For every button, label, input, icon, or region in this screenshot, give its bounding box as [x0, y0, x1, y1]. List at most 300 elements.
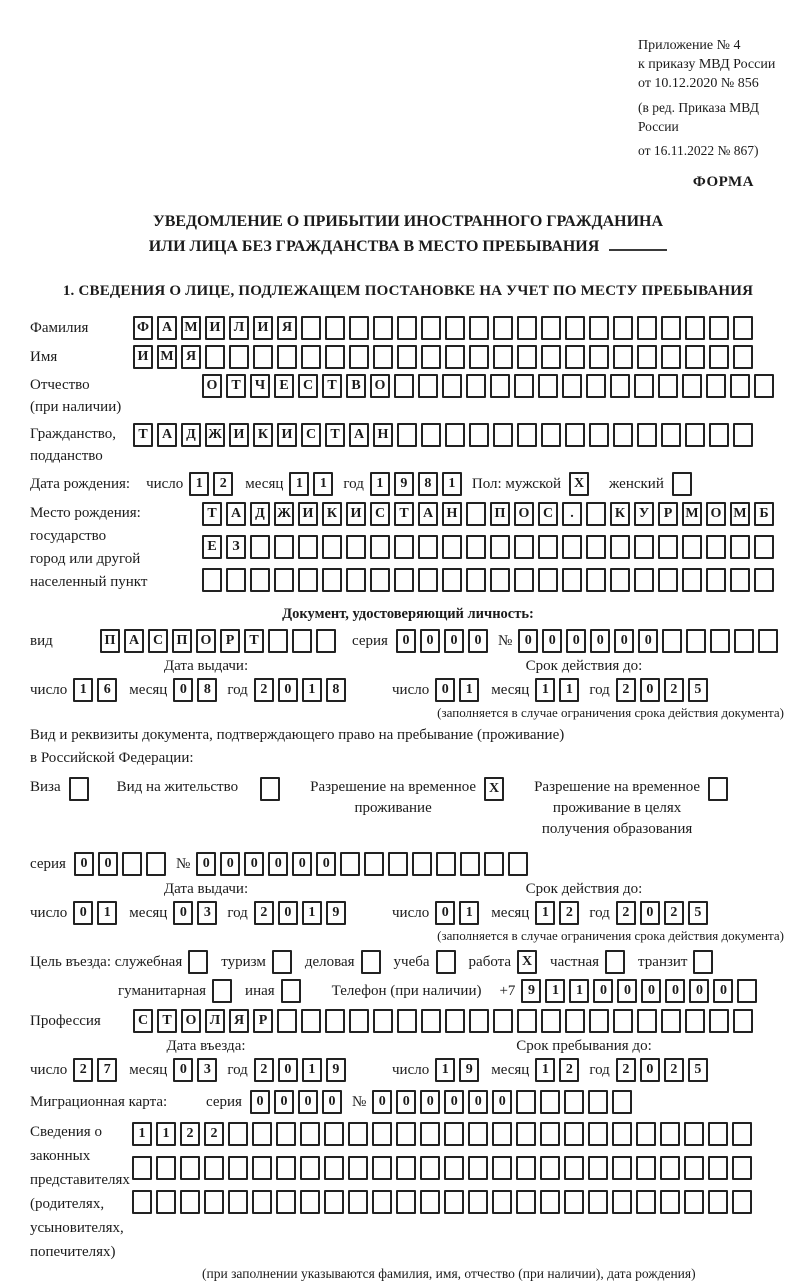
char-cell[interactable] [412, 852, 432, 876]
char-cell[interactable]: 1 [559, 678, 579, 702]
char-cell[interactable] [274, 535, 294, 559]
char-cell[interactable] [260, 777, 280, 801]
char-cell[interactable] [637, 316, 657, 340]
char-cell[interactable] [324, 1156, 344, 1180]
char-cell[interactable] [466, 568, 486, 592]
char-cell[interactable]: Ч [250, 374, 270, 398]
char-cell[interactable] [514, 535, 534, 559]
char-cell[interactable]: 2 [254, 678, 274, 702]
char-cell[interactable] [394, 568, 414, 592]
char-cell[interactable]: 0 [444, 629, 464, 653]
char-cell[interactable] [394, 535, 414, 559]
char-cell[interactable] [708, 1122, 728, 1146]
char-cell[interactable] [709, 1009, 729, 1033]
char-cell[interactable] [613, 423, 633, 447]
char-cell[interactable]: И [253, 316, 273, 340]
char-cell[interactable] [562, 535, 582, 559]
char-cell[interactable] [340, 852, 360, 876]
char-cell[interactable] [733, 345, 753, 369]
char-cell[interactable] [466, 535, 486, 559]
char-cell[interactable]: М [682, 502, 702, 526]
char-cell[interactable] [612, 1156, 632, 1180]
char-cell[interactable]: К [610, 502, 630, 526]
char-cell[interactable] [180, 1156, 200, 1180]
char-cell[interactable]: 0 [220, 852, 240, 876]
char-cell[interactable] [516, 1122, 536, 1146]
char-cell[interactable] [706, 374, 726, 398]
char-cell[interactable] [586, 502, 606, 526]
char-cell[interactable]: Р [253, 1009, 273, 1033]
char-cell[interactable] [490, 568, 510, 592]
char-cell[interactable] [325, 345, 345, 369]
char-cell[interactable] [444, 1190, 464, 1214]
char-cell[interactable]: 0 [665, 979, 685, 1003]
char-cell[interactable] [636, 1190, 656, 1214]
char-cell[interactable]: А [124, 629, 144, 653]
char-cell[interactable] [388, 852, 408, 876]
char-cell[interactable]: 5 [688, 901, 708, 925]
char-cell[interactable]: А [349, 423, 369, 447]
char-cell[interactable] [442, 535, 462, 559]
char-cell[interactable]: Я [229, 1009, 249, 1033]
char-cell[interactable]: А [157, 423, 177, 447]
char-cell[interactable] [540, 1090, 560, 1114]
char-cell[interactable] [541, 316, 561, 340]
char-cell[interactable]: 0 [617, 979, 637, 1003]
char-cell[interactable] [589, 316, 609, 340]
char-cell[interactable] [610, 535, 630, 559]
char-cell[interactable] [277, 345, 297, 369]
char-cell[interactable] [565, 1009, 585, 1033]
char-cell[interactable] [444, 1156, 464, 1180]
char-cell[interactable] [469, 423, 489, 447]
char-cell[interactable] [612, 1090, 632, 1114]
char-cell[interactable]: 1 [535, 1058, 555, 1082]
char-cell[interactable]: И [205, 316, 225, 340]
char-cell[interactable]: 0 [518, 629, 538, 653]
char-cell[interactable]: 0 [468, 1090, 488, 1114]
char-cell[interactable]: Н [442, 502, 462, 526]
char-cell[interactable]: 3 [197, 1058, 217, 1082]
char-cell[interactable] [277, 1009, 297, 1033]
char-cell[interactable] [466, 502, 486, 526]
char-cell[interactable] [274, 568, 294, 592]
char-cell[interactable]: Т [325, 423, 345, 447]
char-cell[interactable] [733, 423, 753, 447]
char-cell[interactable] [469, 345, 489, 369]
char-cell[interactable] [492, 1156, 512, 1180]
char-cell[interactable] [205, 345, 225, 369]
char-cell[interactable] [364, 852, 384, 876]
char-cell[interactable] [442, 568, 462, 592]
char-cell[interactable] [493, 345, 513, 369]
char-cell[interactable]: 6 [97, 678, 117, 702]
char-cell[interactable] [372, 1156, 392, 1180]
char-cell[interactable]: 0 [566, 629, 586, 653]
char-cell[interactable]: 0 [640, 678, 660, 702]
char-cell[interactable] [69, 777, 89, 801]
char-cell[interactable] [684, 1122, 704, 1146]
char-cell[interactable] [397, 316, 417, 340]
char-cell[interactable] [394, 374, 414, 398]
char-cell[interactable] [228, 1122, 248, 1146]
char-cell[interactable] [564, 1156, 584, 1180]
char-cell[interactable] [610, 568, 630, 592]
char-cell[interactable] [349, 1009, 369, 1033]
char-cell[interactable] [492, 1190, 512, 1214]
char-cell[interactable]: М [157, 345, 177, 369]
char-cell[interactable] [730, 535, 750, 559]
char-cell[interactable] [589, 345, 609, 369]
char-cell[interactable] [468, 1122, 488, 1146]
char-cell[interactable]: 1 [435, 1058, 455, 1082]
char-cell[interactable] [684, 1156, 704, 1180]
char-cell[interactable]: Т [226, 374, 246, 398]
char-cell[interactable] [421, 1009, 441, 1033]
char-cell[interactable] [586, 535, 606, 559]
char-cell[interactable] [514, 374, 534, 398]
char-cell[interactable]: С [133, 1009, 153, 1033]
char-cell[interactable] [564, 1122, 584, 1146]
char-cell[interactable] [493, 423, 513, 447]
char-cell[interactable]: 1 [370, 472, 390, 496]
char-cell[interactable]: 2 [204, 1122, 224, 1146]
char-cell[interactable]: 9 [394, 472, 414, 496]
char-cell[interactable] [514, 568, 534, 592]
char-cell[interactable] [397, 423, 417, 447]
char-cell[interactable]: 0 [689, 979, 709, 1003]
char-cell[interactable] [420, 1190, 440, 1214]
char-cell[interactable] [634, 374, 654, 398]
char-cell[interactable] [588, 1090, 608, 1114]
char-cell[interactable]: И [229, 423, 249, 447]
char-cell[interactable] [444, 1122, 464, 1146]
char-cell[interactable] [301, 345, 321, 369]
char-cell[interactable] [613, 1009, 633, 1033]
char-cell[interactable] [734, 629, 754, 653]
char-cell[interactable]: 9 [459, 1058, 479, 1082]
char-cell[interactable]: 0 [196, 852, 216, 876]
char-cell[interactable] [445, 345, 465, 369]
char-cell[interactable]: 0 [614, 629, 634, 653]
char-cell[interactable] [420, 1122, 440, 1146]
char-cell[interactable] [204, 1190, 224, 1214]
char-cell[interactable] [517, 316, 537, 340]
char-cell[interactable]: З [226, 535, 246, 559]
char-cell[interactable]: 1 [302, 678, 322, 702]
char-cell[interactable] [492, 1122, 512, 1146]
char-cell[interactable] [516, 1156, 536, 1180]
char-cell[interactable]: Р [220, 629, 240, 653]
char-cell[interactable] [445, 1009, 465, 1033]
char-cell[interactable] [300, 1156, 320, 1180]
char-cell[interactable] [732, 1190, 752, 1214]
char-cell[interactable] [324, 1190, 344, 1214]
char-cell[interactable]: 0 [435, 901, 455, 925]
char-cell[interactable] [460, 852, 480, 876]
char-cell[interactable] [421, 423, 441, 447]
char-cell[interactable] [612, 1122, 632, 1146]
char-cell[interactable]: Б [754, 502, 774, 526]
char-cell[interactable] [634, 535, 654, 559]
char-cell[interactable]: 1 [459, 901, 479, 925]
char-cell[interactable] [586, 374, 606, 398]
char-cell[interactable] [613, 316, 633, 340]
char-cell[interactable] [325, 316, 345, 340]
char-cell[interactable] [493, 1009, 513, 1033]
char-cell[interactable] [226, 568, 246, 592]
char-cell[interactable] [660, 1190, 680, 1214]
char-cell[interactable] [709, 423, 729, 447]
char-cell[interactable] [540, 1122, 560, 1146]
char-cell[interactable]: 0 [298, 1090, 318, 1114]
char-cell[interactable] [541, 345, 561, 369]
char-cell[interactable]: М [730, 502, 750, 526]
char-cell[interactable] [370, 535, 390, 559]
char-cell[interactable] [156, 1156, 176, 1180]
char-cell[interactable] [373, 316, 393, 340]
char-cell[interactable] [661, 345, 681, 369]
char-cell[interactable] [562, 374, 582, 398]
char-cell[interactable]: 0 [98, 852, 118, 876]
char-cell[interactable] [122, 852, 142, 876]
char-cell[interactable] [682, 535, 702, 559]
char-cell[interactable]: 1 [545, 979, 565, 1003]
char-cell[interactable]: 1 [569, 979, 589, 1003]
char-cell[interactable] [564, 1190, 584, 1214]
char-cell[interactable] [372, 1122, 392, 1146]
char-cell[interactable] [589, 1009, 609, 1033]
char-cell[interactable]: Е [274, 374, 294, 398]
char-cell[interactable]: Л [205, 1009, 225, 1033]
char-cell[interactable] [396, 1156, 416, 1180]
char-cell[interactable] [637, 345, 657, 369]
char-cell[interactable] [146, 852, 166, 876]
char-cell[interactable] [565, 316, 585, 340]
char-cell[interactable] [708, 1156, 728, 1180]
char-cell[interactable] [397, 1009, 417, 1033]
char-cell[interactable] [732, 1122, 752, 1146]
char-cell[interactable] [562, 568, 582, 592]
char-cell[interactable] [754, 535, 774, 559]
char-cell[interactable] [517, 1009, 537, 1033]
char-cell[interactable]: 1 [289, 472, 309, 496]
char-cell[interactable]: 5 [688, 1058, 708, 1082]
char-cell[interactable] [661, 423, 681, 447]
char-cell[interactable]: 2 [180, 1122, 200, 1146]
char-cell[interactable]: К [253, 423, 273, 447]
char-cell[interactable] [372, 1190, 392, 1214]
char-cell[interactable]: 0 [173, 678, 193, 702]
char-cell[interactable] [538, 568, 558, 592]
char-cell[interactable] [420, 1156, 440, 1180]
char-cell[interactable] [325, 1009, 345, 1033]
char-cell[interactable]: 2 [664, 678, 684, 702]
char-cell[interactable] [686, 629, 706, 653]
char-cell[interactable] [298, 535, 318, 559]
char-cell[interactable]: С [538, 502, 558, 526]
char-cell[interactable]: 3 [197, 901, 217, 925]
char-cell[interactable]: 0 [278, 1058, 298, 1082]
char-cell[interactable] [588, 1156, 608, 1180]
char-cell[interactable]: 0 [435, 678, 455, 702]
char-cell[interactable] [685, 316, 705, 340]
char-cell[interactable] [685, 1009, 705, 1033]
char-cell[interactable]: 1 [156, 1122, 176, 1146]
char-cell[interactable] [301, 1009, 321, 1033]
char-cell[interactable] [637, 1009, 657, 1033]
char-cell[interactable] [660, 1156, 680, 1180]
char-cell[interactable]: 0 [590, 629, 610, 653]
char-cell[interactable] [361, 950, 381, 974]
char-cell[interactable]: 0 [173, 901, 193, 925]
char-cell[interactable] [612, 1190, 632, 1214]
char-cell[interactable] [228, 1190, 248, 1214]
char-cell[interactable] [541, 1009, 561, 1033]
char-cell[interactable] [662, 629, 682, 653]
char-cell[interactable] [661, 316, 681, 340]
char-cell[interactable]: 0 [396, 629, 416, 653]
char-cell[interactable] [658, 374, 678, 398]
char-cell[interactable] [250, 535, 270, 559]
char-cell[interactable]: 2 [616, 1058, 636, 1082]
char-cell[interactable]: И [133, 345, 153, 369]
char-cell[interactable] [276, 1156, 296, 1180]
char-cell[interactable] [737, 979, 757, 1003]
char-cell[interactable]: Л [229, 316, 249, 340]
char-cell[interactable] [658, 535, 678, 559]
char-cell[interactable]: 2 [213, 472, 233, 496]
char-cell[interactable]: 0 [173, 1058, 193, 1082]
char-cell[interactable] [228, 1156, 248, 1180]
char-cell[interactable] [276, 1190, 296, 1214]
char-cell[interactable]: 0 [468, 629, 488, 653]
char-cell[interactable]: О [370, 374, 390, 398]
char-cell[interactable]: 7 [97, 1058, 117, 1082]
char-cell[interactable]: М [181, 316, 201, 340]
char-cell[interactable]: П [172, 629, 192, 653]
char-cell[interactable] [253, 345, 273, 369]
char-cell[interactable]: X [517, 950, 537, 974]
char-cell[interactable]: Я [181, 345, 201, 369]
char-cell[interactable]: Т [133, 423, 153, 447]
char-cell[interactable] [588, 1190, 608, 1214]
char-cell[interactable] [212, 979, 232, 1003]
char-cell[interactable] [469, 1009, 489, 1033]
char-cell[interactable] [272, 950, 292, 974]
char-cell[interactable]: 8 [197, 678, 217, 702]
char-cell[interactable] [493, 316, 513, 340]
char-cell[interactable] [754, 568, 774, 592]
char-cell[interactable]: 1 [132, 1122, 152, 1146]
char-cell[interactable] [349, 316, 369, 340]
char-cell[interactable] [466, 374, 486, 398]
char-cell[interactable]: 0 [372, 1090, 392, 1114]
char-cell[interactable] [445, 423, 465, 447]
char-cell[interactable]: 1 [459, 678, 479, 702]
char-cell[interactable] [758, 629, 778, 653]
char-cell[interactable]: 2 [559, 901, 579, 925]
char-cell[interactable]: Я [277, 316, 297, 340]
char-cell[interactable]: У [634, 502, 654, 526]
char-cell[interactable]: Н [373, 423, 393, 447]
char-cell[interactable] [636, 1156, 656, 1180]
char-cell[interactable] [484, 852, 504, 876]
char-cell[interactable]: 0 [641, 979, 661, 1003]
char-cell[interactable]: 0 [638, 629, 658, 653]
char-cell[interactable]: С [148, 629, 168, 653]
char-cell[interactable] [349, 345, 369, 369]
char-cell[interactable] [685, 423, 705, 447]
char-cell[interactable] [348, 1122, 368, 1146]
char-cell[interactable]: 0 [420, 629, 440, 653]
char-cell[interactable]: 9 [521, 979, 541, 1003]
char-cell[interactable] [706, 535, 726, 559]
char-cell[interactable]: 2 [664, 901, 684, 925]
char-cell[interactable] [508, 852, 528, 876]
char-cell[interactable] [589, 423, 609, 447]
char-cell[interactable]: Д [181, 423, 201, 447]
char-cell[interactable]: 0 [444, 1090, 464, 1114]
char-cell[interactable] [418, 535, 438, 559]
char-cell[interactable]: 0 [73, 901, 93, 925]
char-cell[interactable]: К [322, 502, 342, 526]
char-cell[interactable] [188, 950, 208, 974]
char-cell[interactable]: 0 [292, 852, 312, 876]
char-cell[interactable]: 0 [420, 1090, 440, 1114]
char-cell[interactable]: 2 [616, 901, 636, 925]
char-cell[interactable] [682, 374, 702, 398]
char-cell[interactable] [396, 1122, 416, 1146]
char-cell[interactable]: О [181, 1009, 201, 1033]
char-cell[interactable] [229, 345, 249, 369]
char-cell[interactable] [322, 535, 342, 559]
char-cell[interactable]: 2 [616, 678, 636, 702]
char-cell[interactable]: 0 [593, 979, 613, 1003]
char-cell[interactable]: С [301, 423, 321, 447]
char-cell[interactable]: О [196, 629, 216, 653]
char-cell[interactable] [708, 1190, 728, 1214]
char-cell[interactable] [373, 345, 393, 369]
char-cell[interactable]: В [346, 374, 366, 398]
char-cell[interactable] [564, 1090, 584, 1114]
char-cell[interactable] [516, 1090, 536, 1114]
char-cell[interactable]: X [569, 472, 589, 496]
char-cell[interactable]: 0 [322, 1090, 342, 1114]
char-cell[interactable]: 0 [396, 1090, 416, 1114]
char-cell[interactable]: 1 [302, 901, 322, 925]
char-cell[interactable]: 0 [74, 852, 94, 876]
char-cell[interactable]: 9 [326, 901, 346, 925]
char-cell[interactable] [324, 1122, 344, 1146]
char-cell[interactable] [565, 345, 585, 369]
char-cell[interactable] [685, 345, 705, 369]
char-cell[interactable] [610, 374, 630, 398]
char-cell[interactable]: Ф [133, 316, 153, 340]
char-cell[interactable] [442, 374, 462, 398]
char-cell[interactable] [693, 950, 713, 974]
char-cell[interactable]: 2 [559, 1058, 579, 1082]
char-cell[interactable] [684, 1190, 704, 1214]
char-cell[interactable] [682, 568, 702, 592]
char-cell[interactable]: 8 [326, 678, 346, 702]
char-cell[interactable] [373, 1009, 393, 1033]
char-cell[interactable]: И [298, 502, 318, 526]
char-cell[interactable] [322, 568, 342, 592]
char-cell[interactable]: 2 [254, 901, 274, 925]
char-cell[interactable] [541, 423, 561, 447]
char-cell[interactable] [517, 345, 537, 369]
